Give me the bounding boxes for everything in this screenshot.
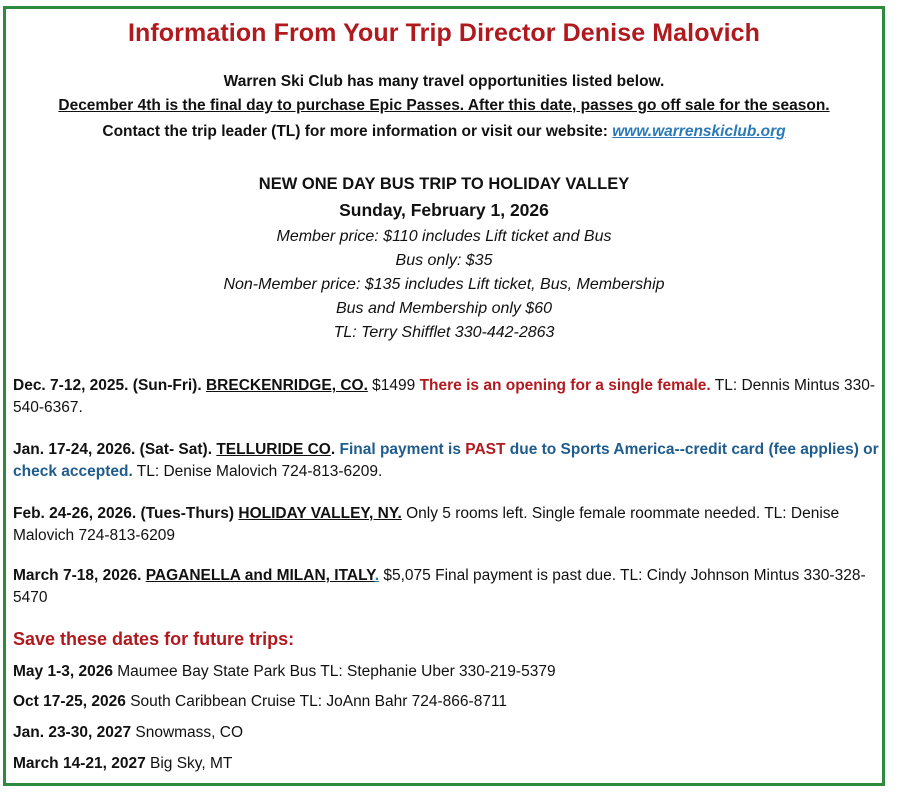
featured-detail-bus-membership: Bus and Membership only $60	[335, 300, 553, 317]
intro-contact-line	[6, 123, 882, 141]
intro-epic-notice: December 4th is the final day to purchase Epic Passes. After this date, passes go off sale for the season.	[58, 97, 830, 114]
featured-trip-title: NEW ONE DAY BUS TRIP TO HOLIDAY VALLEY	[258, 175, 630, 193]
trip-date: Feb. 24-26, 2026. (Tues-Thurs)	[13, 505, 235, 522]
trip-price: $1499	[367, 377, 420, 394]
future-trip-snowmass	[13, 724, 243, 742]
featured-detail-bus-only: Bus only: $35	[395, 252, 493, 269]
future-trip-date: March 14-21, 2027	[13, 755, 146, 772]
trip-opening-note: There is an opening for a single female.	[419, 377, 711, 394]
trip-dest-punct: .	[330, 441, 340, 458]
trip-note: Only 5 rooms left. Single female roommate needed. TL: Denise Malovich 724-813-6209	[13, 505, 840, 544]
trip-price: $5,075 Final payment is past due.	[379, 567, 617, 584]
trip-payment-note: Final payment is	[339, 441, 466, 458]
featured-detail-nonmember-price: Non-Member price: $135 includes Lift ticket, Bus, Membership	[223, 276, 665, 293]
future-trip-text: Big Sky, MT	[145, 755, 233, 772]
future-trip-maumee	[13, 663, 556, 681]
future-trip-text: Maumee Bay State Park Bus TL: Stephanie Uber 330-219-5379	[112, 663, 556, 680]
trip-leader: TL: Cindy Johnson Mintus 330-328-5470	[13, 567, 866, 606]
future-trips-heading: Save these dates for future trips:	[13, 629, 295, 649]
featured-detail-trip-leader: TL: Terry Shifflet 330-442-2863	[333, 324, 555, 341]
trip-payment-note-cont: due to Sports America--credit card (fee applies) or check accepted.	[13, 441, 879, 480]
future-trip-date: Oct 17-25, 2026	[13, 693, 126, 710]
trip-date: March 7-18, 2026	[13, 567, 138, 584]
future-trip-date: May 1-3, 2026	[13, 663, 113, 680]
trip-telluride	[13, 439, 879, 483]
website-link[interactable]: www.warrenskiclub.org	[612, 123, 786, 140]
trip-leader: TL: Dennis Mintus 330-540-6367.	[13, 377, 875, 416]
trip-date: Jan. 17-24, 2026. (Sat- Sat).	[13, 441, 213, 458]
trip-leader: TL: Denise Malovich 724-813-6209.	[132, 463, 383, 480]
flyer-frame	[3, 6, 885, 786]
trip-destination: BRECKENRIDGE, CO.	[205, 377, 368, 394]
featured-detail-member-price: Member price: $110 includes Lift ticket and Bus	[276, 228, 612, 245]
trip-italy: March 7-18, 2026. PAGANELLA and MILAN, ITALY. $5,075 Final payment is past due. TL: Cindy Johnson Mintus 330-328-5470	[13, 567, 866, 606]
contact-text: Contact the trip leader (TL) for more information or visit our website:	[102, 123, 613, 140]
trip-date: Dec. 7-12, 2025. (Sun-Fri).	[13, 377, 202, 394]
intro-line-1: Warren Ski Club has many travel opportunities listed below.	[223, 73, 665, 90]
future-trip-date: Jan. 23-30, 2027	[13, 724, 132, 741]
future-trip-big-sky	[13, 755, 232, 773]
future-trip-text: South Caribbean Cruise TL: JoAnn Bahr 724-866-8711	[125, 693, 508, 710]
trip-destination: TELLURIDE CO	[216, 441, 331, 458]
future-trip-text: Snowmass, CO	[131, 724, 244, 741]
featured-trip-date: Sunday, February 1, 2026	[339, 200, 549, 220]
trip-destination: HOLIDAY VALLEY, NY.	[238, 505, 402, 522]
page-title: Information From Your Trip Director Denise Malovich	[127, 19, 761, 47]
trip-breckenridge	[13, 375, 879, 419]
future-trip-cruise	[13, 693, 507, 711]
trip-holiday-valley	[13, 503, 879, 547]
trip-past-badge: PAST	[465, 441, 506, 458]
trip-destination: PAGANELLA and MILAN, ITALY	[145, 567, 375, 584]
